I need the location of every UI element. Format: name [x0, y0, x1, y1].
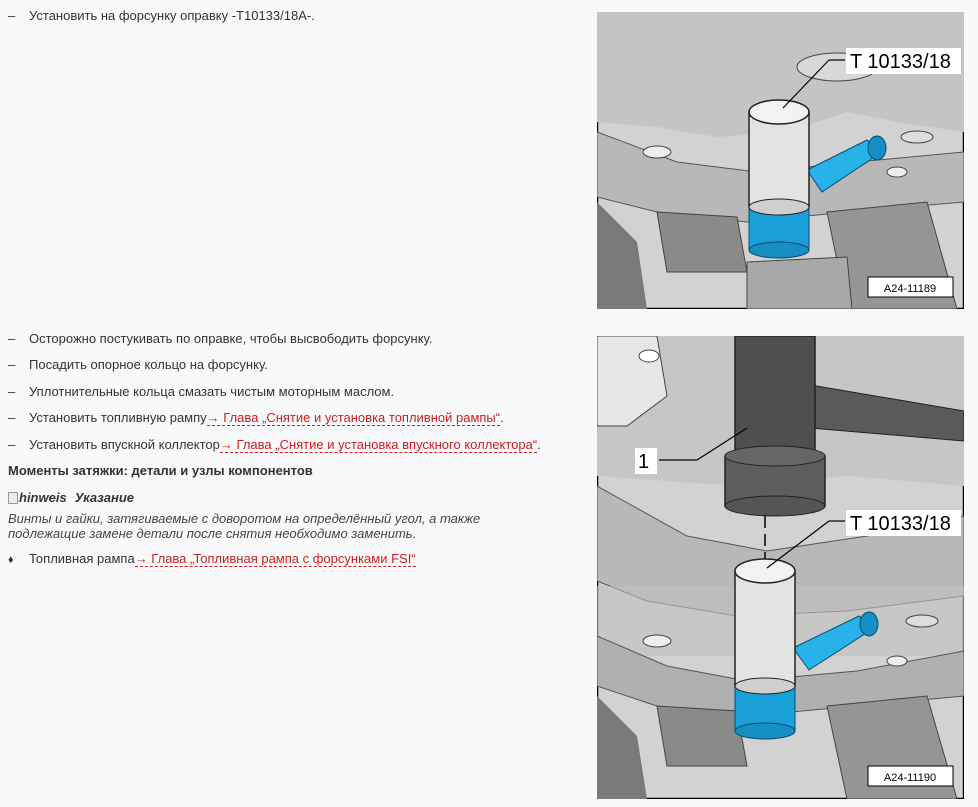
step-dash: – — [8, 384, 16, 399]
figure-1-tool-label: T 10133/18 — [850, 51, 951, 73]
figure-2-illustration — [597, 336, 964, 799]
torque-heading: Моменты затяжки: детали и узлы компонентов — [8, 463, 313, 478]
fuel-rail-fsi-chapter-link[interactable]: → Глава „Топливная рампа с форсунками FSI“ — [134, 551, 416, 566]
step-install-fuel-rail — [8, 410, 504, 426]
note-body: Винты и гайки, затягиваемые с доворотом на определённый угол, а также подлежащие замене детали после снятия необходимо заменить. — [8, 511, 481, 541]
step-dash: – — [8, 331, 16, 346]
figure-injector-mandrel — [597, 12, 964, 309]
figure-2-ref-number: A24-11190 — [883, 772, 937, 784]
step-lubricate-orings — [8, 384, 394, 399]
step-text: Установить впускной коллектор — [29, 437, 220, 452]
step-text: Уплотнительные кольца смазать чистым моторным маслом. — [29, 384, 395, 399]
step-after: . — [500, 410, 504, 425]
step-dash: – — [8, 437, 16, 452]
note-icon-alt: hinweis — [19, 490, 67, 505]
note-icon — [8, 490, 67, 505]
step-tap-mandrel — [8, 331, 432, 346]
figure-2-part-label: 1 — [638, 451, 650, 473]
broken-image-icon — [8, 492, 18, 504]
step-text: Установить на форсунку оправку -T10133/18A-. — [29, 8, 315, 23]
step-install-intake-manifold — [8, 437, 541, 453]
step-text: Посадить опорное кольцо на форсунку. — [29, 357, 268, 372]
bullet-diamond-icon: ♦ — [8, 554, 14, 566]
step-dash: – — [8, 8, 16, 23]
figure-2-tool-label: T 10133/18 — [850, 513, 951, 535]
step-after: . — [537, 437, 541, 452]
bullet-fuel-rail — [8, 551, 416, 567]
step-text: Осторожно постукивать по оправке, чтобы высвободить форсунку. — [29, 331, 433, 346]
note-title-text: Указание — [74, 490, 135, 505]
figure-1-ref-number: A24-11189 — [883, 283, 937, 295]
figure-mandrel-with-tool — [597, 336, 964, 799]
step-text: Установить топливную рампу — [29, 410, 207, 425]
step-seat-ring — [8, 357, 268, 372]
intake-manifold-chapter-link[interactable]: → Глава „Снятие и установка впускного коллектора“ — [219, 437, 538, 452]
step-install-mandrel — [8, 8, 315, 23]
step-dash: – — [8, 410, 16, 425]
note-title — [8, 490, 134, 505]
step-dash: – — [8, 357, 16, 372]
bullet-text: Топливная рампа — [29, 551, 135, 566]
fuel-rail-chapter-link[interactable]: → Глава „Снятие и установка топливной рампы“ — [206, 410, 501, 425]
figure-1-illustration — [597, 12, 964, 309]
